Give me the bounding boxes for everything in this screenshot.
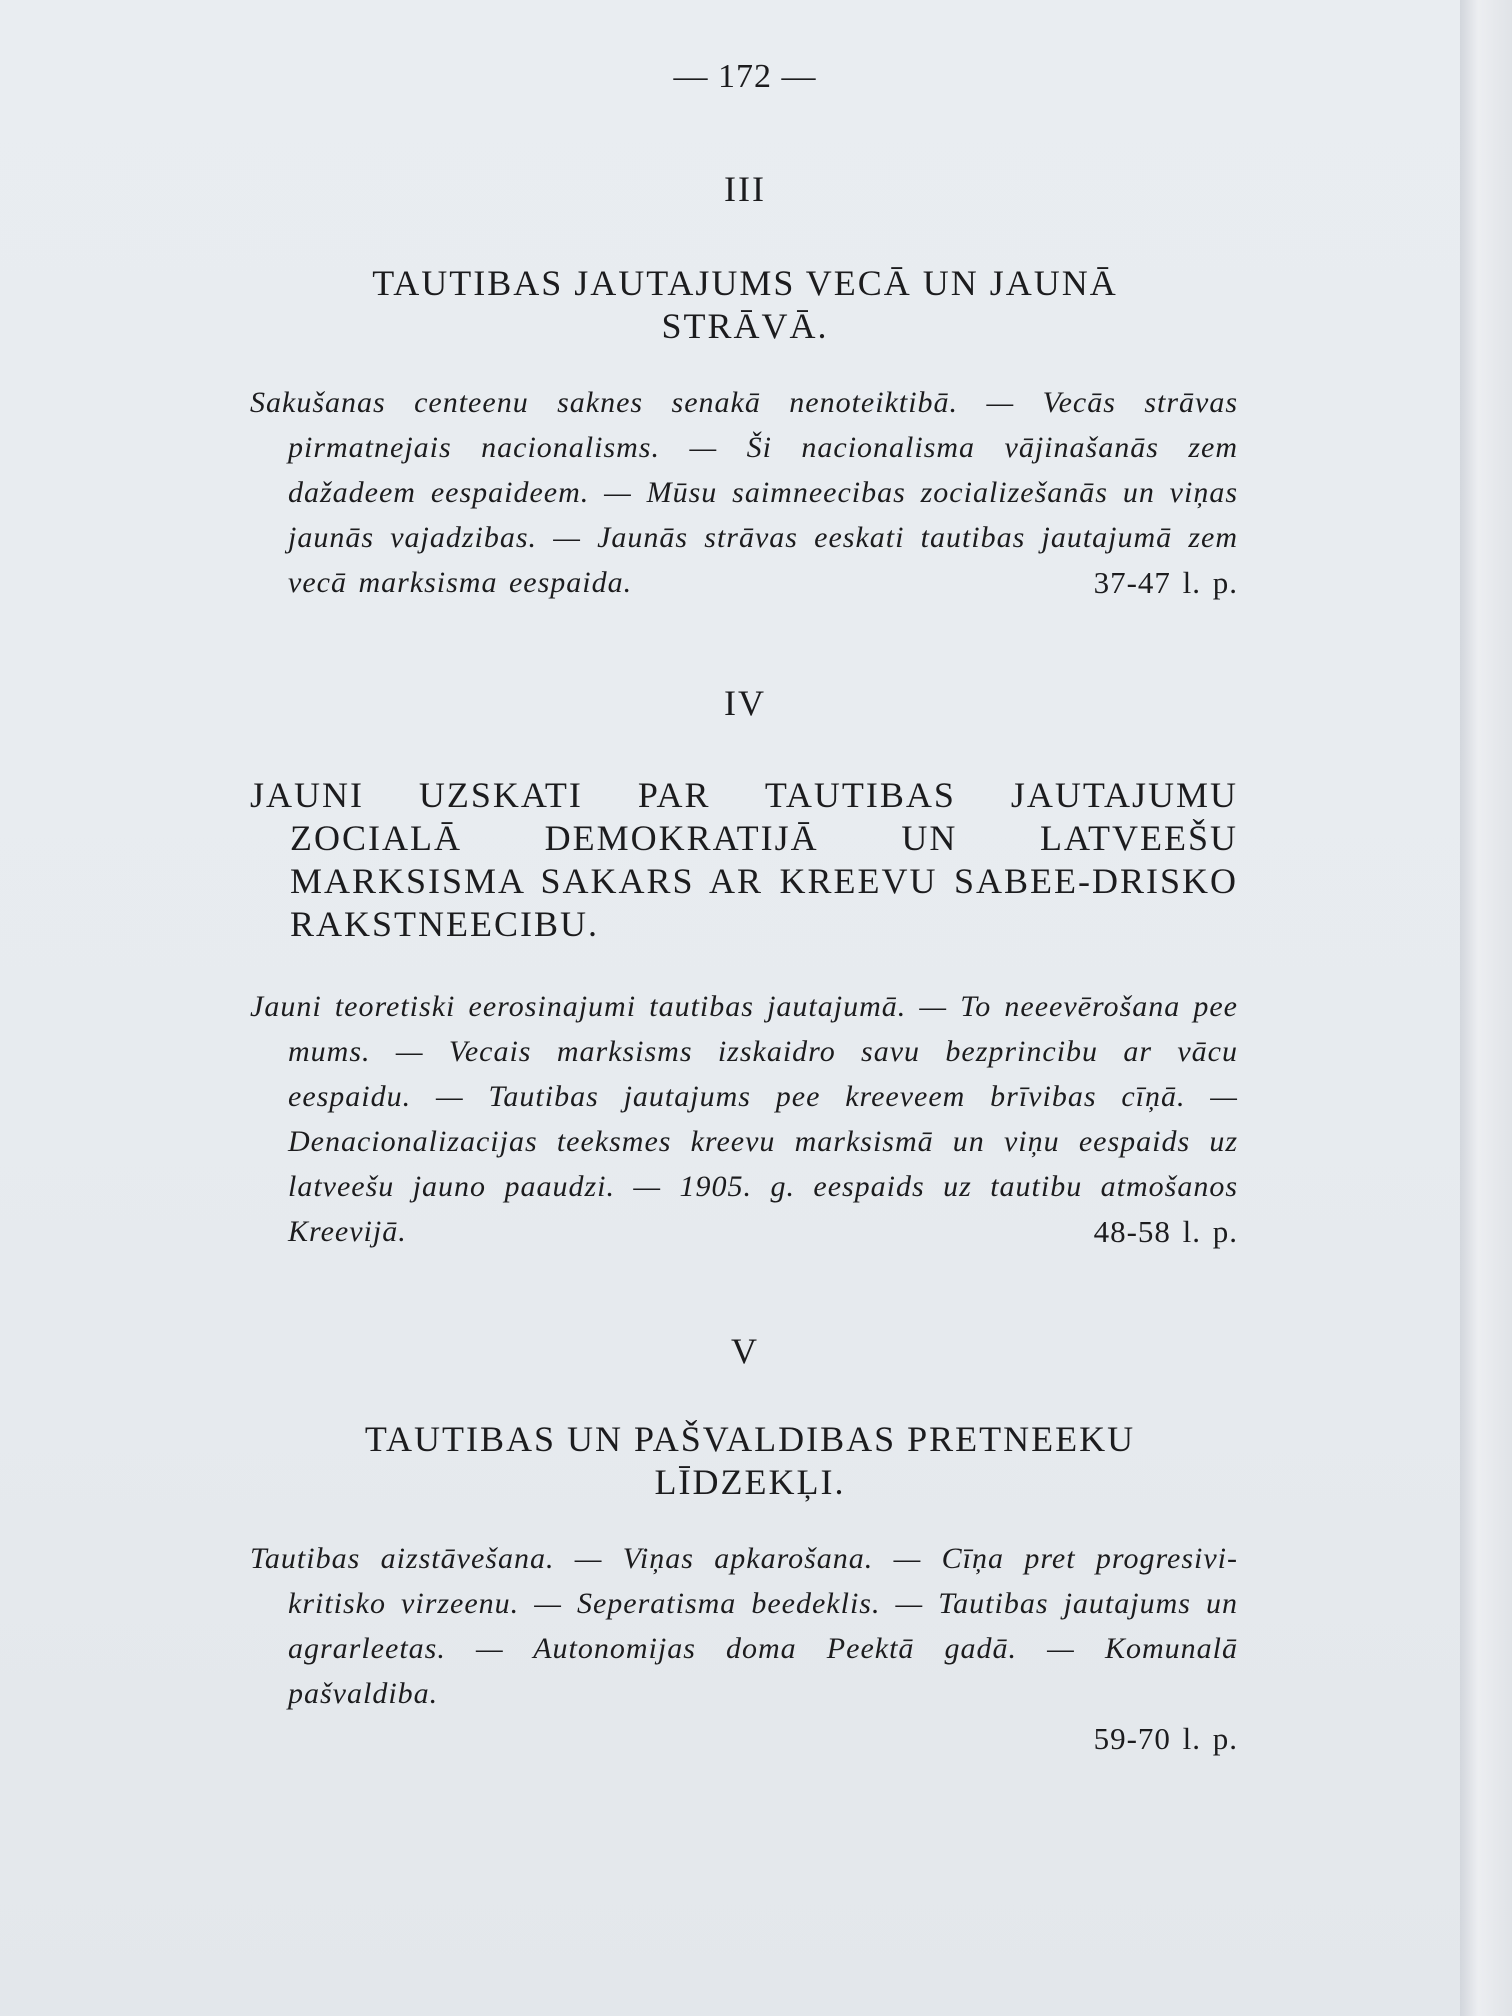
summary-text-v: Tautibas aizstāvešana. — Viņas apkarošana. — Cīņa pret progresivi-kritisko virzeenu. — Seperatisma beedeklis. — Tautibas jautajums un agrarleetas. — Autonomijas doma Peektā gadā. — Komunalā pašvaldiba. [250, 1542, 1238, 1710]
summary-text-iv: Jauni teoretiski eerosinajumi tautibas jautajumā. — To neeevērošana pee mums. — Vecais marksisms izskaidro savu bezprincibu ar vācu eespaidu. — Tautibas jautajums pee kreeveem brīvibas cīņā. — Denacionalizacijas teeksmes kreevu marksismā un viņu eespaids uz latveešu jauno paaudzi. — 1905. g. eespaids uz tautibu atmošanos Kreevijā. [250, 990, 1238, 1248]
section-numeral-iii: III [724, 169, 766, 209]
summary-text-iii: Sakušanas centeenu saknes senakā nenoteiktibā. — Vecās strāvas pirmatnejais nacionalisms. — Ši nacionalisma vājinašanās zem dažadeem eespaideem. — Mūsu saimneecibas zocializešanās un viņas jaunās vajadzibas. — Jaunās strāvas eeskati tautibas jautajumā zem vecā marksisma eespaida. [250, 386, 1238, 599]
section-numeral-v: V [731, 1331, 759, 1371]
section-title-iv: JAUNI UZSKATI PAR TAUTIBAS JAUTAJUMU ZOCIALĀ DEMOKRATIJĀ UN LATVEEŠU MARKSISMA SAKARS AR KREEVU SABEE-DRISKO RAKSTNEECIBU. [250, 775, 1238, 944]
page-number: — 172 — [673, 58, 817, 95]
section-summary-iv [250, 984, 1238, 1254]
section-title-iii: TAUTIBAS JAUTAJUMS VECĀ UN JAUNĀ STRĀVĀ. [372, 263, 1118, 346]
page-range-iv: 48-58 l. p. [1093, 1214, 1238, 1249]
section-summary-v [250, 1536, 1238, 1761]
page-edge [1460, 0, 1512, 2016]
section-summary-iii [250, 380, 1238, 605]
page-range-iii: 37-47 l. p. [1093, 565, 1238, 600]
section-numeral-iv: IV [724, 683, 766, 723]
page-range-v: 59-70 l. p. [1093, 1721, 1238, 1756]
section-title-v: TAUTIBAS UN PAŠVALDIBAS PRETNEEKU LĪDZEKĻI. [364, 1419, 1136, 1502]
